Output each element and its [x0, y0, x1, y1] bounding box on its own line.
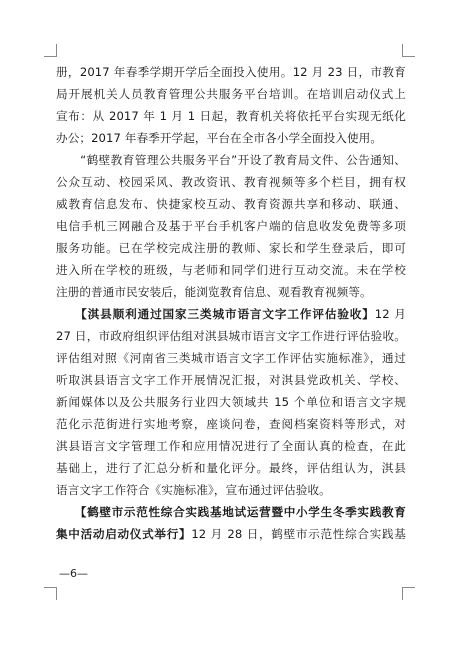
text-line: 公众互动、校园采风、教改资讯、教育视频等多个栏目，拥有权	[56, 175, 406, 189]
text-line: 淇县语言文字管理工作和应用情况进行了全面认真的检查，在此	[56, 439, 406, 453]
section-heading: 【淇县顺利通过国家三类城市语言文字工作评估验收】	[56, 307, 375, 321]
text-line: 服务功能。已在学校完成注册的教师、家长和学生登录后，即可	[56, 241, 406, 255]
text-line: 威教育信息发布、快捷家校互动、教育资源共享和移动、联通、	[56, 197, 406, 211]
text-line: 基础上，进行了汇总分析和量化评分。最终，评估组认为，淇县	[56, 461, 406, 475]
text-line: 评估组对照《河南省三类城市语言文字工作评估实施标准》，通过	[56, 351, 406, 365]
text-line: 局开展机关人员教育管理公共服务平台培训。在培训启动仪式上	[56, 87, 406, 101]
text-line: 范化示范街进行实地考察，座谈问卷，查阅档案资料等形式，对	[56, 417, 406, 431]
text-line: 注册的普通市民安装后，能浏览教育信息、观看教育视频等。	[56, 285, 372, 299]
text-line: 册，2017 年春季学期开学后全面投入使用。12 月 23 日，市教育	[56, 65, 406, 79]
text-line: 语言文字工作符合《实施标准》，宣布通过评估验收。	[56, 483, 331, 497]
crop-mark-bottom-left	[44, 587, 57, 600]
text-line: 电信手机三网融合及基于平台手机客户端的信息收发免费等多项	[56, 219, 406, 233]
page-number: —6—	[59, 567, 88, 580]
text-line: 新闻媒体以及公共服务行业四大领域共 15 个单位和语言文字规	[56, 395, 406, 409]
text-line: 集中活动启动仪式举行】12 月 28 日，鹤壁市示范性综合实践基	[56, 527, 406, 541]
text-line: 宣布：从 2017 年 1 月 1 日起，教育机关将依托平台实现无纸化	[56, 109, 406, 123]
text-line: 27 日，市政府组织评估组对淇县城市语言文字工作进行评估验收。	[56, 329, 406, 343]
crop-mark-top-left	[44, 44, 57, 57]
text-line: 听取淇县语言文字工作开展情况汇报，对淇县党政机关、学校、	[56, 373, 406, 387]
text-line	[56, 504, 406, 521]
crop-mark-bottom-right	[402, 587, 415, 600]
text-line: 【淇县顺利通过国家三类城市语言文字工作评估验收】12 月	[56, 307, 406, 321]
text-line: 办公；2017 年春季开学起，平台在全市各小学全面投入使用。	[56, 131, 383, 145]
text-line: “鹤壁教育管理公共服务平台”开设了教育局文件、公告通知、	[56, 153, 406, 167]
crop-mark-top-right	[402, 44, 415, 57]
section-heading: 【鹤壁市示范性综合实践基地试运营暨中小学生冬季实践教育	[56, 505, 406, 519]
text-line: 进入所在学校的班级，与老师和同学们进行互动交流。未在学校	[56, 263, 406, 277]
section-heading: 集中活动启动仪式举行】	[56, 527, 192, 541]
